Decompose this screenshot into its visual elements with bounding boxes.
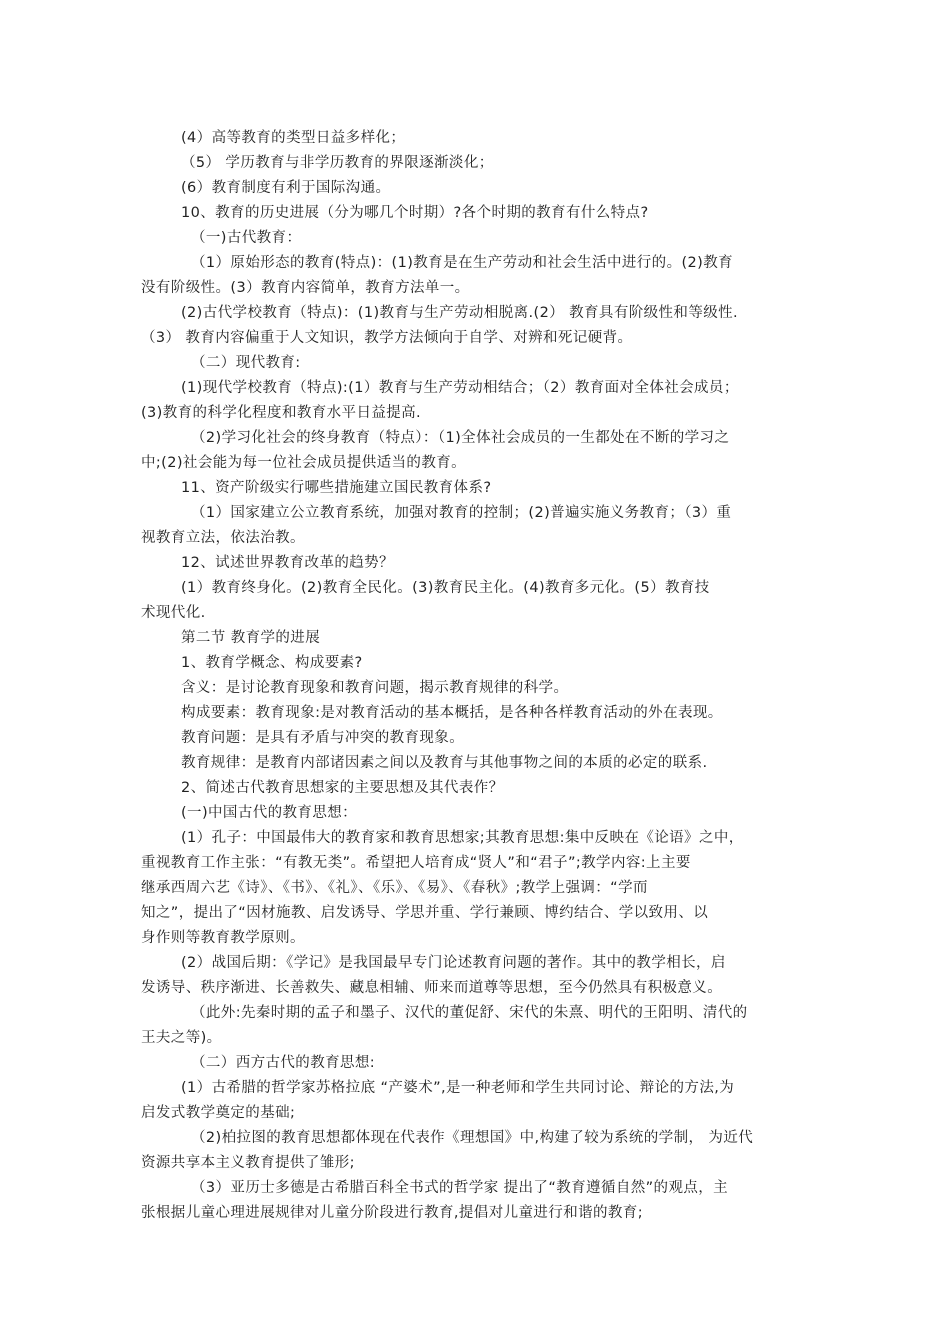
text-line: 构成要素：教育现象:是对教育活动的基本概括，是各种各样教育活动的外在表现。 <box>181 705 723 721</box>
text-line: （1）原始形态的教育(特点)：(1)教育是在生产劳动和社会生活中进行的。(2)教育 <box>191 255 734 271</box>
text-line: (4）高等教育的类型日益多样化； <box>181 130 406 146</box>
text-line: 启发式教学奠定的基础; <box>141 1105 296 1121</box>
text-line: （5） 学历教育与非学历教育的界限逐渐淡化； <box>181 155 494 171</box>
question-heading: 10、教育的历史进展（分为哪几个时期）?各个时期的教育有什么特点? <box>181 205 649 221</box>
text-line: 术现代化. <box>141 605 206 621</box>
text-line: 身作则等教育教学原则。 <box>141 930 305 946</box>
text-line: （3）亚历士多德是古希腊百科全书式的哲学家 提出了“教育遵循自然”的观点，主 <box>191 1180 729 1196</box>
text-line: 知之”，提出了“因材施教、启发诱导、学思并重、学行兼顾、博约结合、学以致用、以 <box>141 905 709 921</box>
text-line: （此外:先秦时期的孟子和墨子、汉代的董促舒、宋代的朱熹、明代的王阳明、清代的 <box>191 1005 748 1021</box>
text-line: 没有阶级性。(3）教育内容简单，教育方法单一。 <box>141 280 470 296</box>
section-title: 第二节 教育学的进展 <box>181 630 321 646</box>
text-line: 中;(2)社会能为每一位社会成员提供适当的教育。 <box>141 455 467 471</box>
text-line: 重视教育工作主张：“有教无类”。希望把人培育成“贤人”和“君子”;教学内容:上主要 <box>141 855 691 871</box>
text-line: (6）教育制度有利于国际沟通。 <box>181 180 391 196</box>
text-line: 继承西周六艺《诗》、《书》、《礼》、《乐》、《易》、《春秋》;教学上强调：“学而 <box>141 880 648 896</box>
text-line: 王夫之等)。 <box>141 1030 222 1046</box>
section-heading: (一)中国古代的教育思想： <box>181 805 358 821</box>
text-line: (2)古代学校教育（特点)：(1)教育与生产劳动相脱离.(2） 教育具有阶级性和等级性. <box>181 305 739 321</box>
question-heading: 2、简述古代教育思想家的主要思想及其代表作？ <box>181 780 504 796</box>
text-line: (2）战国后期：《学记》是我国最早专门论述教育问题的著作。其中的教学相长，启 <box>181 955 726 971</box>
question-heading: 11、资产阶级实行哪些措施建立国民教育体系? <box>181 480 492 496</box>
text-line: (1）教育终身化。(2)教育全民化。(3)教育民主化。(4)教育多元化。(5）教育技 <box>181 580 710 596</box>
text-line: 发诱导、秩序渐进、长善救失、藏息相辅、师来而道尊等思想，至今仍然具有积极意义。 <box>141 980 723 996</box>
section-heading: （一)古代教育： <box>191 230 302 246</box>
text-line: 教育问题：是具有矛盾与冲突的教育现象。 <box>181 730 465 746</box>
text-line: 张根据儿童心理进展规律对儿童分阶段进行教育,提倡对儿童进行和谐的教育; <box>141 1205 643 1221</box>
text-line: （2)柏拉图的教育思想都体现在代表作《理想国》中,构建了较为系统的学制， 为近代 <box>191 1130 754 1146</box>
text-line: 含义：是讨论教育现象和教育问题，揭示教育规律的科学。 <box>181 680 569 696</box>
section-heading: （二）西方古代的教育思想: <box>191 1055 376 1071</box>
question-heading: 1、教育学概念、构成要素? <box>181 655 363 671</box>
text-line: (1）古希腊的哲学家苏格拉底 “产婆术”,是一种老师和学生共同讨论、辩论的方法,为 <box>181 1080 735 1096</box>
text-line: （3） 教育内容偏重于人文知识，教学方法倾向于自学、对辨和死记硬背。 <box>141 330 633 346</box>
section-heading: （二）现代教育: <box>191 355 301 371</box>
text-line: （2)学习化社会的终身教育（特点）：（1)全体社会成员的一生都处在不断的学习之 <box>191 430 730 446</box>
text-line: 视教育立法，依法治教。 <box>141 530 305 546</box>
text-line: (1)现代学校教育（特点):(1）教育与生产劳动相结合；（2）教育面对全体社会成员； <box>181 380 739 396</box>
text-line: （1）国家建立公立教育系统，加强对教育的控制；(2)普遍实施义务教育；（3）重 <box>191 505 732 521</box>
text-line: (1）孔子：中国最伟大的教育家和教育思想家;其教育思想:集中反映在《论语》之中， <box>181 830 744 846</box>
text-line: (3)教育的科学化程度和教育水平日益提高. <box>141 405 422 421</box>
question-heading: 12、试述世界教育改革的趋势？ <box>181 555 394 571</box>
text-line: 资源共享本主义教育提供了雏形; <box>141 1155 355 1171</box>
text-line: 教育规律：是教育内部诸因素之间以及教育与其他事物之间的本质的必定的联系. <box>181 755 708 771</box>
